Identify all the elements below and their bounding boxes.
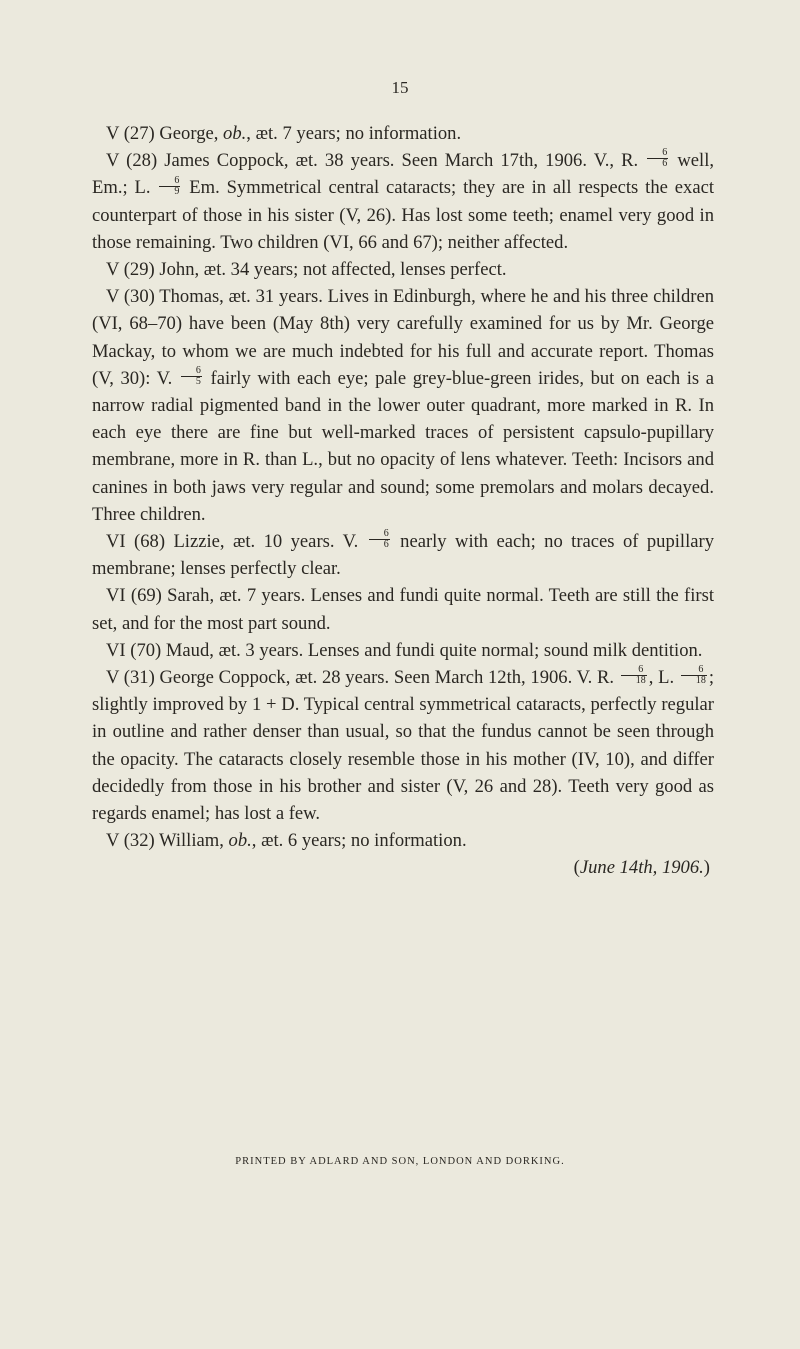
text-run: VI (69) Sarah, æt. 7 years. Lenses and fundi quite normal. Teeth are still the first set, and for the most part sound. xyxy=(92,585,714,634)
fraction-denominator: 6 xyxy=(383,539,389,551)
text-run: V (30) Thomas, æt. 31 years. Lives in Edinburgh, where he and his three children (VI, 68–70) have been (May 8th) very carefully examined for us by Mr. George Mackay, to whom we are much indebted for his full and accurate report. Thomas (V, 30): V. xyxy=(92,286,714,389)
paragraph xyxy=(92,256,714,283)
text-run: ; slightly improved by 1 + D. Typical central symmetrical cataracts, perfectly regular in outline and rather denser than usual, so that the fundus cannot be seen through the opacity. The cataracts closely resemble those in his mother (IV, 10), and differ decidedly from those in his brother and sister (V, 26 and 28). Teeth very good as regards enamel; has lost a few. xyxy=(92,667,714,825)
page-number: 15 xyxy=(391,78,409,97)
paragraph xyxy=(92,120,714,147)
printer-imprint: PRINTED BY ADLARD AND SON, LONDON AND DORKING. xyxy=(235,1156,565,1167)
text-run: V (32) William, xyxy=(106,830,229,852)
text-run: , æt. 6 years; no information. xyxy=(251,830,467,852)
paragraph xyxy=(92,827,714,854)
paragraph xyxy=(92,664,714,827)
fraction-denominator: 6 xyxy=(662,158,668,170)
text-run: , L. xyxy=(648,667,679,689)
fraction xyxy=(647,148,668,169)
text-run: VI (70) Maud, æt. 3 years. Lenses and fundi quite normal; sound milk dentition. xyxy=(106,639,703,661)
fraction-numerator: 6 xyxy=(181,366,202,377)
fraction-denominator: 18 xyxy=(695,675,706,687)
fraction-denominator: 18 xyxy=(635,675,646,687)
fraction-numerator: 6 xyxy=(159,176,180,187)
paragraph xyxy=(92,283,714,528)
fraction xyxy=(681,665,707,686)
paragraph xyxy=(92,528,714,582)
paragraph xyxy=(92,582,714,636)
paragraph xyxy=(92,147,714,256)
fraction-numerator: 6 xyxy=(681,665,707,676)
text-run: well, Em.; L. xyxy=(92,150,715,199)
text-run: , æt. 7 years; no information. xyxy=(246,123,462,144)
body-text xyxy=(92,120,714,882)
text-run: V (28) James Coppock, æt. 38 years. Seen March 17th, 1906. V., R. xyxy=(106,150,646,172)
text-run: fairly with each eye; pale grey-blue-green irides, but on each is a narrow radial pigmented band in the lower outer quadrant, more marked in R. In each eye there are fine but well-marked traces of persistent capsulo-pupillary membrane, more in R. than L., but no opacity of lens whatever. Teeth: Incisors and canines in both jaws very regular and sound; some premolars and molars decayed. Three children. xyxy=(92,367,714,525)
fraction-denominator: 5 xyxy=(195,376,201,388)
text-run: nearly with each; no traces of pupillary membrane; lenses perfectly clear. xyxy=(92,531,715,580)
italic-text: ob. xyxy=(228,830,252,852)
text-run: V (27) George, xyxy=(106,123,224,144)
date-open: ( xyxy=(573,857,580,879)
fraction xyxy=(159,176,180,197)
text-run: VI (68) Lizzie, æt. 10 years. V. xyxy=(106,531,367,553)
date-line xyxy=(92,854,714,881)
date-text: June 14th, 1906. xyxy=(579,857,704,879)
fraction-numerator: 6 xyxy=(369,529,390,540)
italic-text: ob. xyxy=(223,123,247,144)
fraction xyxy=(181,366,202,387)
fraction-numerator: 6 xyxy=(647,148,668,159)
fraction xyxy=(369,529,390,550)
fraction-numerator: 6 xyxy=(621,665,647,676)
date-close: ) xyxy=(703,857,710,879)
text-run: V (31) George Coppock, æt. 28 years. Seen March 12th, 1906. V. R. xyxy=(106,667,619,689)
fraction-denominator: 9 xyxy=(174,185,180,197)
fraction xyxy=(621,665,647,686)
paragraph xyxy=(92,637,714,664)
text-run: V (29) John, æt. 34 years; not affected, lenses perfect. xyxy=(106,259,507,281)
text-run: Em. Symmetrical central cataracts; they are in all respects the exact counterpart of those in his sister (V, 26). Has lost some teeth; enamel very good in those remaining. Two children (VI, 66 and 67); neither affected. xyxy=(92,177,714,253)
